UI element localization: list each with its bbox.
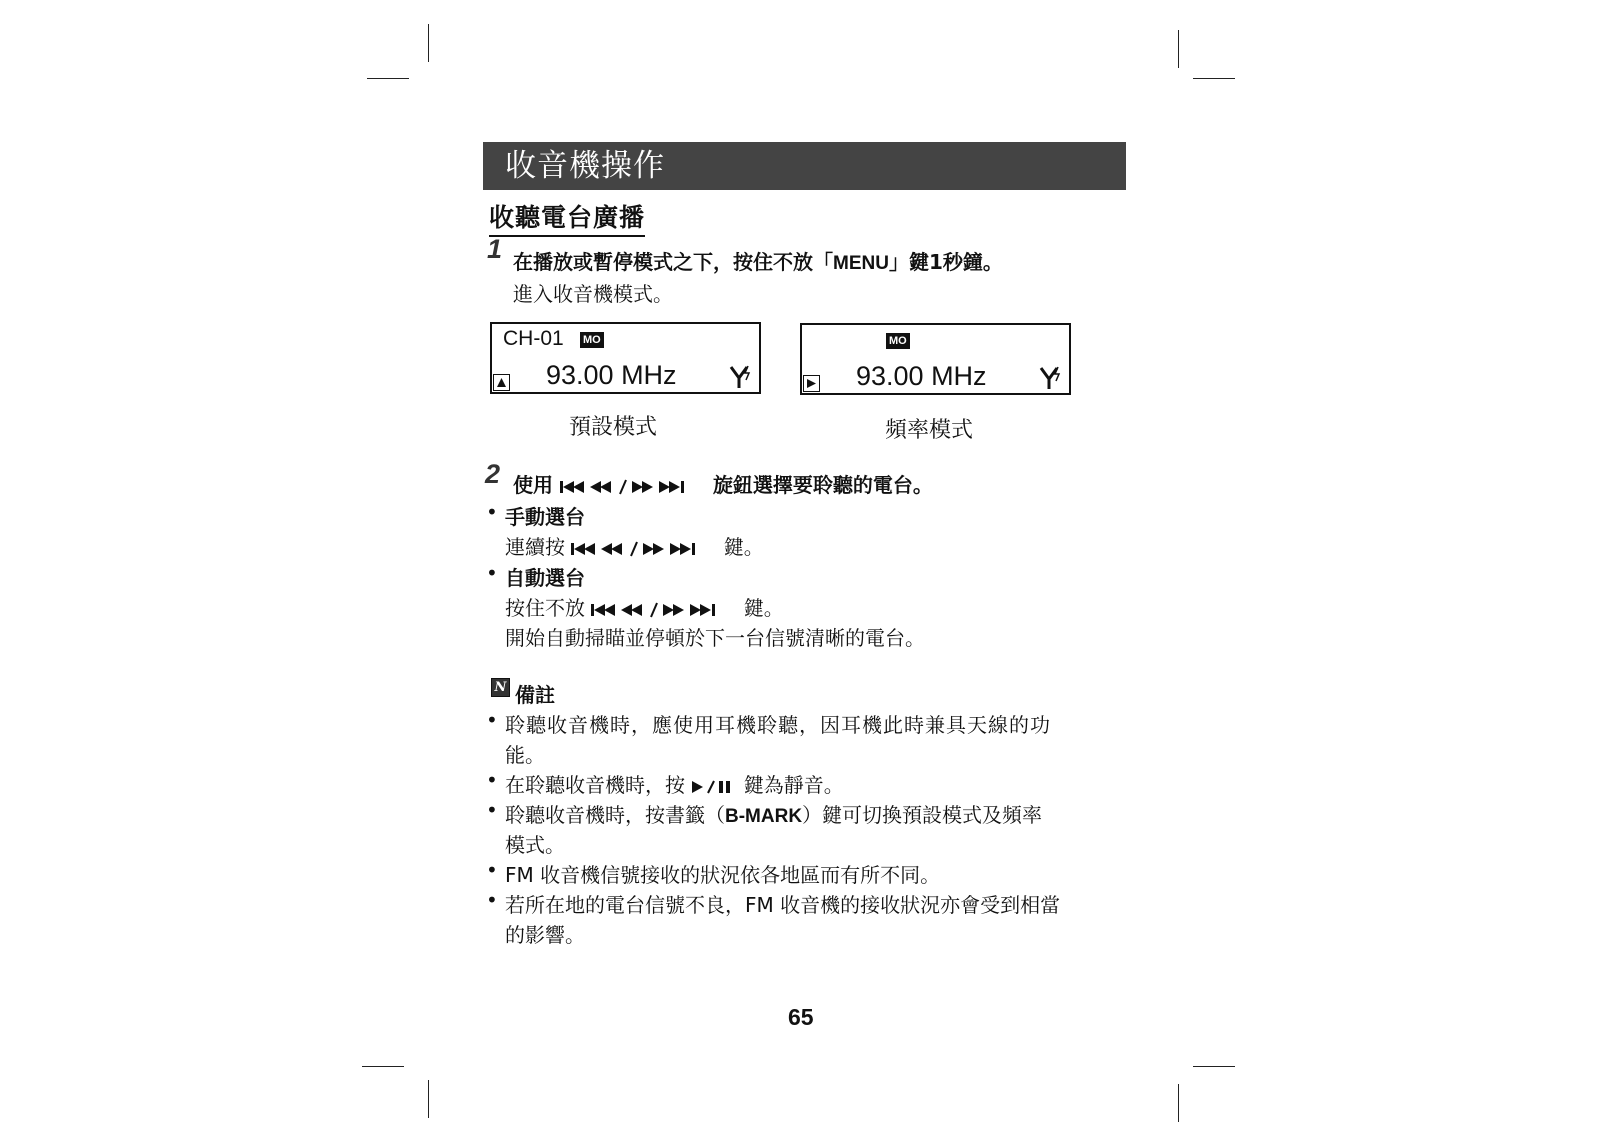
manual-suffix: 鍵。 xyxy=(723,535,764,559)
step-2-instruction xyxy=(513,469,933,498)
mono-badge: MO xyxy=(886,333,910,349)
right-triangle-icon xyxy=(803,375,820,392)
section-title: 收音機操作 xyxy=(483,142,1126,190)
skip-seek-keys-icon xyxy=(560,479,706,495)
play-pause-icon xyxy=(691,780,737,794)
manual-tuning-instruction xyxy=(505,531,764,560)
crop-mark xyxy=(428,1080,429,1118)
frequency-readout: 93.00 MHz xyxy=(856,361,987,391)
crop-mark xyxy=(1178,30,1179,68)
bullet-dot: • xyxy=(486,561,498,585)
note-2-after: 鍵為靜音。 xyxy=(743,773,844,797)
note-2-before: 在聆聽收音機時，按 xyxy=(505,773,685,797)
page-number: 65 xyxy=(788,1004,814,1030)
bullet-dot: • xyxy=(486,798,498,822)
auto-tuning-instruction xyxy=(505,592,784,621)
note-5-line-1: 若所在地的電台信號不良，FM 收音機的接收狀況亦會受到相當 xyxy=(505,893,1061,917)
skip-seek-keys-icon xyxy=(571,541,717,557)
caption-preset-mode: 預設模式 xyxy=(569,415,658,440)
bullet-dot: • xyxy=(486,708,498,732)
note-3-line-2: 模式。 xyxy=(505,833,565,857)
b-mark-key-label: B-MARK xyxy=(725,806,803,827)
step-2-suffix: 旋鈕選擇要聆聽的電台。 xyxy=(712,473,933,497)
crop-mark xyxy=(1193,78,1235,79)
crop-mark xyxy=(1193,1066,1235,1067)
skip-seek-keys-icon xyxy=(591,602,737,618)
antenna-signal-icon xyxy=(1039,365,1063,396)
note-2 xyxy=(505,769,844,798)
lcd-display-preset xyxy=(490,322,761,394)
notes-title: 備註 xyxy=(515,683,555,707)
bullet-dot: • xyxy=(486,500,498,524)
note-3-after: ）鍵可切換預設模式及頻率 xyxy=(802,803,1043,827)
bullet-dot: • xyxy=(486,888,498,912)
frequency-readout: 93.00 MHz xyxy=(546,360,677,390)
step-1-text-before: 在播放或暫停模式之下，按住不放「 xyxy=(513,250,833,274)
bullet-dot: • xyxy=(486,858,498,882)
step-2-number: 2 xyxy=(485,459,501,489)
manual-tuning-title: 手動選台 xyxy=(505,505,585,529)
up-triangle-icon xyxy=(493,374,510,391)
auto-tuning-description: 開始自動掃瞄並停頓於下一台信號清晰的電台。 xyxy=(505,626,925,650)
mono-badge: MO xyxy=(580,332,604,348)
step-2-prefix: 使用 xyxy=(513,473,553,497)
channel-label: CH-01 xyxy=(503,327,564,350)
caption-frequency-mode: 頻率模式 xyxy=(885,418,974,443)
note-3-line-1 xyxy=(505,799,1042,828)
menu-key-label: MENU xyxy=(833,253,889,274)
bullet-dot: • xyxy=(486,768,498,792)
auto-tuning-title: 自動選台 xyxy=(505,566,585,590)
lcd-display-frequency xyxy=(800,323,1071,395)
step-1-instruction xyxy=(513,246,1003,275)
antenna-signal-icon xyxy=(729,364,753,395)
crop-mark xyxy=(1178,1084,1179,1122)
note-1-line-2: 能。 xyxy=(505,743,545,767)
crop-mark xyxy=(428,24,429,62)
manual-prefix: 連續按 xyxy=(505,535,565,559)
crop-mark xyxy=(362,1066,404,1067)
auto-suffix: 鍵。 xyxy=(743,596,784,620)
note-1-line-1: 聆聽收音機時，應使用耳機聆聽，因耳機此時兼具天線的功 xyxy=(505,713,1051,737)
subsection-title: 收聽電台廣播 xyxy=(489,198,645,237)
note-5-line-2: 的影響。 xyxy=(505,923,585,947)
note-icon: N xyxy=(491,678,510,697)
step-1-text-after: 」鍵1秒鐘。 xyxy=(888,250,1003,274)
step-1-result: 進入收音機模式。 xyxy=(513,282,673,306)
crop-mark xyxy=(367,78,409,79)
note-4: FM 收音機信號接收的狀況依各地區而有所不同。 xyxy=(505,863,941,887)
note-3-before: 聆聽收音機時，按書籤（ xyxy=(505,803,725,827)
auto-prefix: 按住不放 xyxy=(505,596,585,620)
step-1-number: 1 xyxy=(487,234,503,264)
